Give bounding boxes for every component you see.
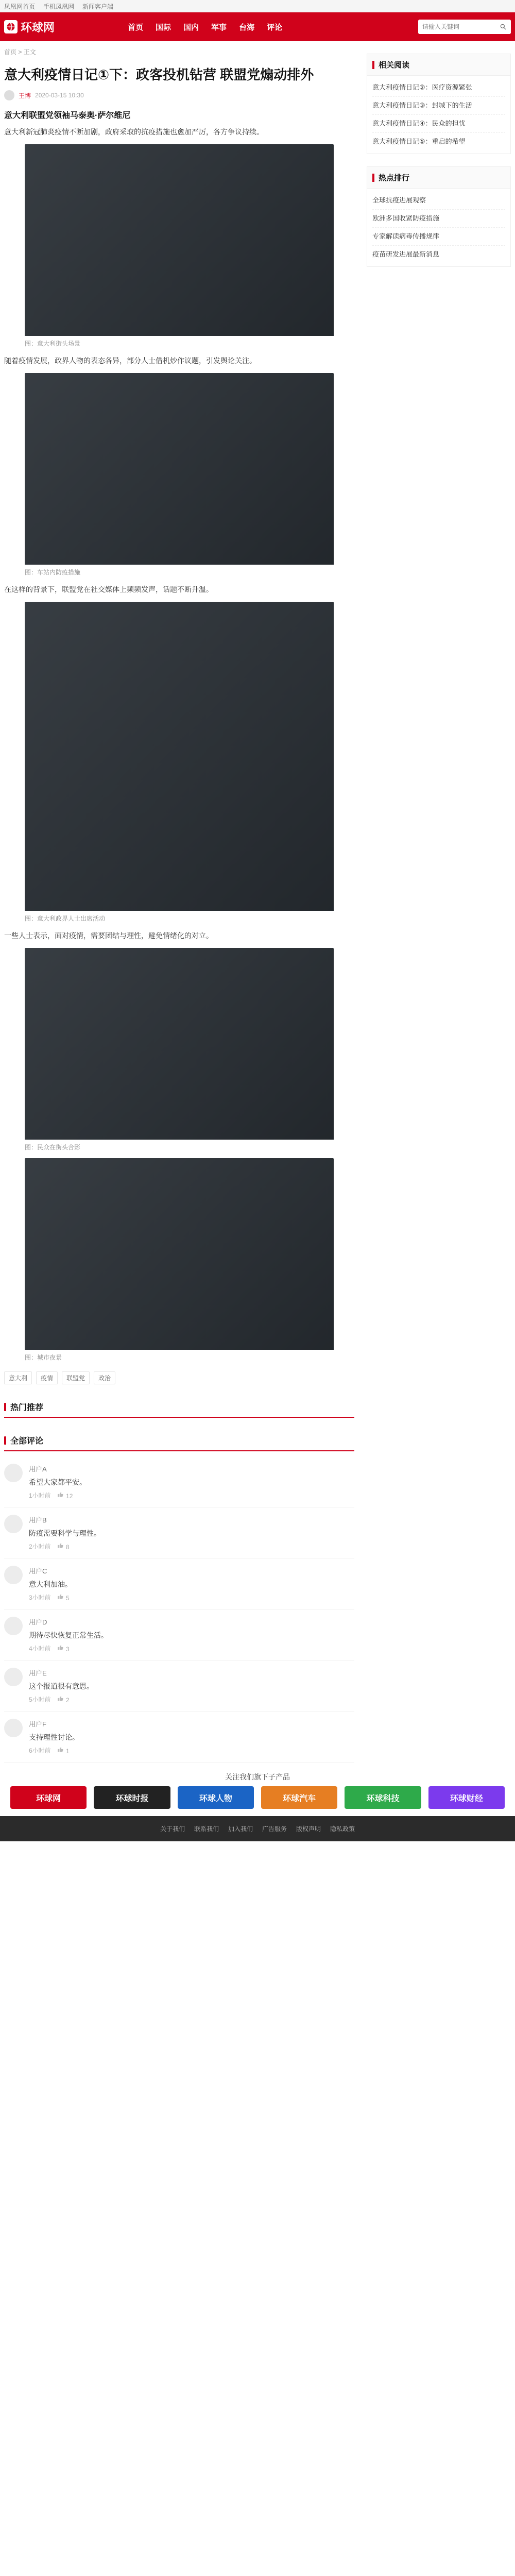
hot-item[interactable]: 全球抗疫进展观察 [372,192,505,210]
thumbs-up-icon [57,1491,64,1498]
footer-link[interactable]: 联系我们 [194,1825,219,1833]
search-box[interactable] [418,20,511,34]
comment-item [4,1507,354,1558]
hot-item[interactable]: 专家解读病毒传播规律 [372,228,505,246]
like-button[interactable] [57,1644,70,1653]
photo-image [25,948,334,1140]
article-photo [25,948,334,1152]
hot-title [367,167,510,189]
comment-main [29,1668,354,1704]
hot-title-text: 热点排行 [379,174,410,182]
footer-link[interactable]: 广告服务 [262,1825,287,1833]
comment-text: 这个报道很有意思。 [29,1682,94,1690]
like-count: 1 [66,1748,70,1755]
avatar [4,1566,23,1584]
paragraph: 意大利新冠肺炎疫情不断加剧，政府采取的抗疫措施也愈加严厉，各方争议持续。 [4,128,264,136]
comment-time: 6小时前 [29,1747,51,1754]
thumbs-up-icon [57,1644,64,1651]
brands-title: 关注我们旗下子产品 [225,1773,290,1781]
photo-caption: 图：城市夜景 [25,1354,62,1361]
brand-tile[interactable]: 环球财经 [428,1786,505,1809]
like-count: 8 [66,1544,70,1551]
search-icon [500,23,507,30]
search-input[interactable] [418,20,495,34]
comment-user[interactable]: 用户E [29,1669,47,1677]
topbar [0,0,515,12]
related-title-text: 相关阅读 [379,61,410,70]
topbar-link[interactable]: 凤凰网首页 [4,3,36,10]
paragraph: 随着疫情发展，政界人物的表态各异，部分人士借机炒作议题，引发舆论关注。 [4,357,256,365]
paragraph: 一些人士表示，面对疫情，需要团结与理性，避免情绪化的对立。 [4,931,213,940]
article-photo [25,373,334,577]
section-bar [4,1403,6,1411]
article-meta [4,90,354,100]
section-bar [372,174,374,182]
author-name[interactable]: 王博 [19,92,31,99]
thumbs-up-icon [57,1593,64,1600]
like-count: 3 [66,1646,70,1653]
brand-tile[interactable]: 环球科技 [345,1786,421,1809]
nav-item[interactable]: 评论 [267,23,283,32]
comment-meta [29,1491,354,1500]
comment-text: 期待尽快恢复正常生活。 [29,1631,108,1639]
section-title-text: 全部评论 [10,1437,44,1446]
footer [0,1816,515,1841]
article-photo [25,1158,334,1362]
thumbs-up-icon [57,1542,64,1549]
like-button[interactable] [57,1746,70,1755]
related-item[interactable]: 意大利疫情日记④：民众的担忧 [372,115,505,133]
comment-time: 2小时前 [29,1543,51,1550]
recommend-title [4,1397,354,1418]
article-subheading: 意大利联盟党领袖马泰奥·萨尔维尼 [4,111,131,120]
comment-time: 3小时前 [29,1594,51,1601]
brand-tile[interactable]: 环球时报 [94,1786,170,1809]
brand-grid [0,1786,515,1816]
comment-user[interactable]: 用户A [29,1465,47,1473]
brand-tile[interactable]: 环球汽车 [261,1786,337,1809]
like-count: 12 [66,1493,73,1500]
nav-item[interactable]: 国内 [183,23,199,32]
comment-user[interactable]: 用户B [29,1516,47,1524]
related-item[interactable]: 意大利疫情日记③：封城下的生活 [372,97,505,115]
avatar [4,1719,23,1737]
like-button[interactable] [57,1491,73,1500]
comment-main [29,1719,354,1755]
photo-image [25,602,334,911]
comment-text: 支持理性讨论。 [29,1733,79,1741]
comment-item [4,1711,354,1762]
related-item[interactable]: 意大利疫情日记②：医疗资源紧张 [372,79,505,97]
hot-box [367,166,511,267]
comments-section [4,1430,354,1762]
comment-time: 4小时前 [29,1645,51,1652]
related-list [367,76,510,154]
like-count: 2 [66,1697,70,1704]
comment-main [29,1566,354,1602]
footer-link[interactable]: 加入我们 [228,1825,253,1833]
comment-user[interactable]: 用户C [29,1567,47,1575]
photo-caption: 图：意大利街头场景 [25,340,81,347]
main-column [4,41,354,1762]
recommend-section [4,1397,354,1418]
comment-user[interactable]: 用户F [29,1720,46,1728]
article-title: 意大利疫情日记①下：政客投机钻营 联盟党煽动排外 [4,67,314,82]
paragraph: 在这样的背景下，联盟党在社交媒体上频频发声，话题不断升温。 [4,585,213,594]
hot-item[interactable]: 欧洲多国收紧防疫措施 [372,210,505,228]
section-bar [372,61,374,69]
section-bar [4,1436,6,1445]
photo-caption: 图：民众在街头合影 [25,1144,81,1151]
breadcrumb-home[interactable]: 首页 [4,48,17,56]
comment-item [4,1609,354,1660]
tag[interactable]: 疫情 [36,1371,58,1384]
avatar [4,1515,23,1533]
footer-link[interactable]: 版权声明 [296,1825,321,1833]
site-header [0,12,515,41]
tag[interactable]: 意大利 [4,1371,32,1384]
avatar [4,1464,23,1482]
brand-tile[interactable]: 环球人物 [178,1786,254,1809]
main-nav [128,22,418,32]
comment-main [29,1617,354,1653]
comment-text: 意大利加油。 [29,1580,72,1588]
sidebar [367,41,511,1762]
article-body [4,109,354,1384]
brand-tile[interactable]: 环球网 [10,1786,87,1809]
comment-meta [29,1593,354,1602]
comment-item [4,1558,354,1609]
breadcrumb [4,41,354,62]
comment-item [4,1660,354,1711]
comment-main [29,1464,354,1500]
comment-item [4,1456,354,1507]
nav-item[interactable]: 首页 [128,23,144,32]
comment-text: 希望大家都平安。 [29,1478,87,1486]
comment-main [29,1515,354,1551]
like-count: 5 [66,1595,70,1602]
thumbs-up-icon [57,1695,64,1702]
photo-image [25,1158,334,1350]
publish-time: 2020-03-15 10:30 [35,92,84,99]
comment-list [4,1456,354,1762]
tag[interactable]: 政治 [94,1371,115,1384]
author-avatar [4,90,14,100]
footer-link[interactable]: 关于我们 [160,1825,185,1833]
search-button[interactable] [495,20,511,34]
topbar-link[interactable]: 新闻客户端 [82,3,114,10]
article-tags [4,1371,354,1384]
comment-meta [29,1695,354,1704]
like-button[interactable] [57,1593,70,1602]
photo-caption: 图：车站内防疫措施 [25,569,81,576]
article-photo [25,144,334,348]
comment-meta [29,1542,354,1551]
hot-item[interactable]: 疫苗研发进展最新消息 [372,250,440,258]
related-item[interactable]: 意大利疫情日记⑤：重启的希望 [372,138,466,145]
avatar [4,1668,23,1686]
section-title-text: 热门推荐 [10,1403,44,1412]
breadcrumb-sep: > [18,48,24,56]
nav-item[interactable]: 台海 [239,23,255,32]
topbar-link[interactable]: 手机凤凰网 [43,3,75,10]
photo-caption: 图：意大利政界人士出席活动 [25,915,106,922]
nav-item[interactable]: 国际 [156,23,171,32]
like-button[interactable] [57,1542,70,1551]
page-container [0,41,515,1762]
nav-item[interactable]: 军事 [211,23,227,32]
comment-time: 5小时前 [29,1696,51,1703]
article-photo [25,602,334,923]
globe-icon [4,20,18,33]
hot-list [367,189,510,266]
related-title [367,54,510,76]
footer-link[interactable]: 隐私政策 [330,1825,355,1833]
logo-text: 环球网 [21,21,55,34]
comment-meta [29,1746,354,1755]
photo-image [25,373,334,565]
site-logo[interactable] [4,19,128,35]
comment-user[interactable]: 用户D [29,1618,47,1626]
comment-text: 防疫需要科学与理性。 [29,1529,101,1537]
tag[interactable]: 联盟党 [62,1371,90,1384]
like-button[interactable] [57,1695,70,1704]
comment-time: 1小时前 [29,1492,51,1499]
photo-image [25,144,334,336]
comment-meta [29,1644,354,1653]
breadcrumb-current: 正文 [23,48,36,56]
comments-title [4,1430,354,1451]
related-box [367,54,511,154]
thumbs-up-icon [57,1746,64,1753]
avatar [4,1617,23,1635]
